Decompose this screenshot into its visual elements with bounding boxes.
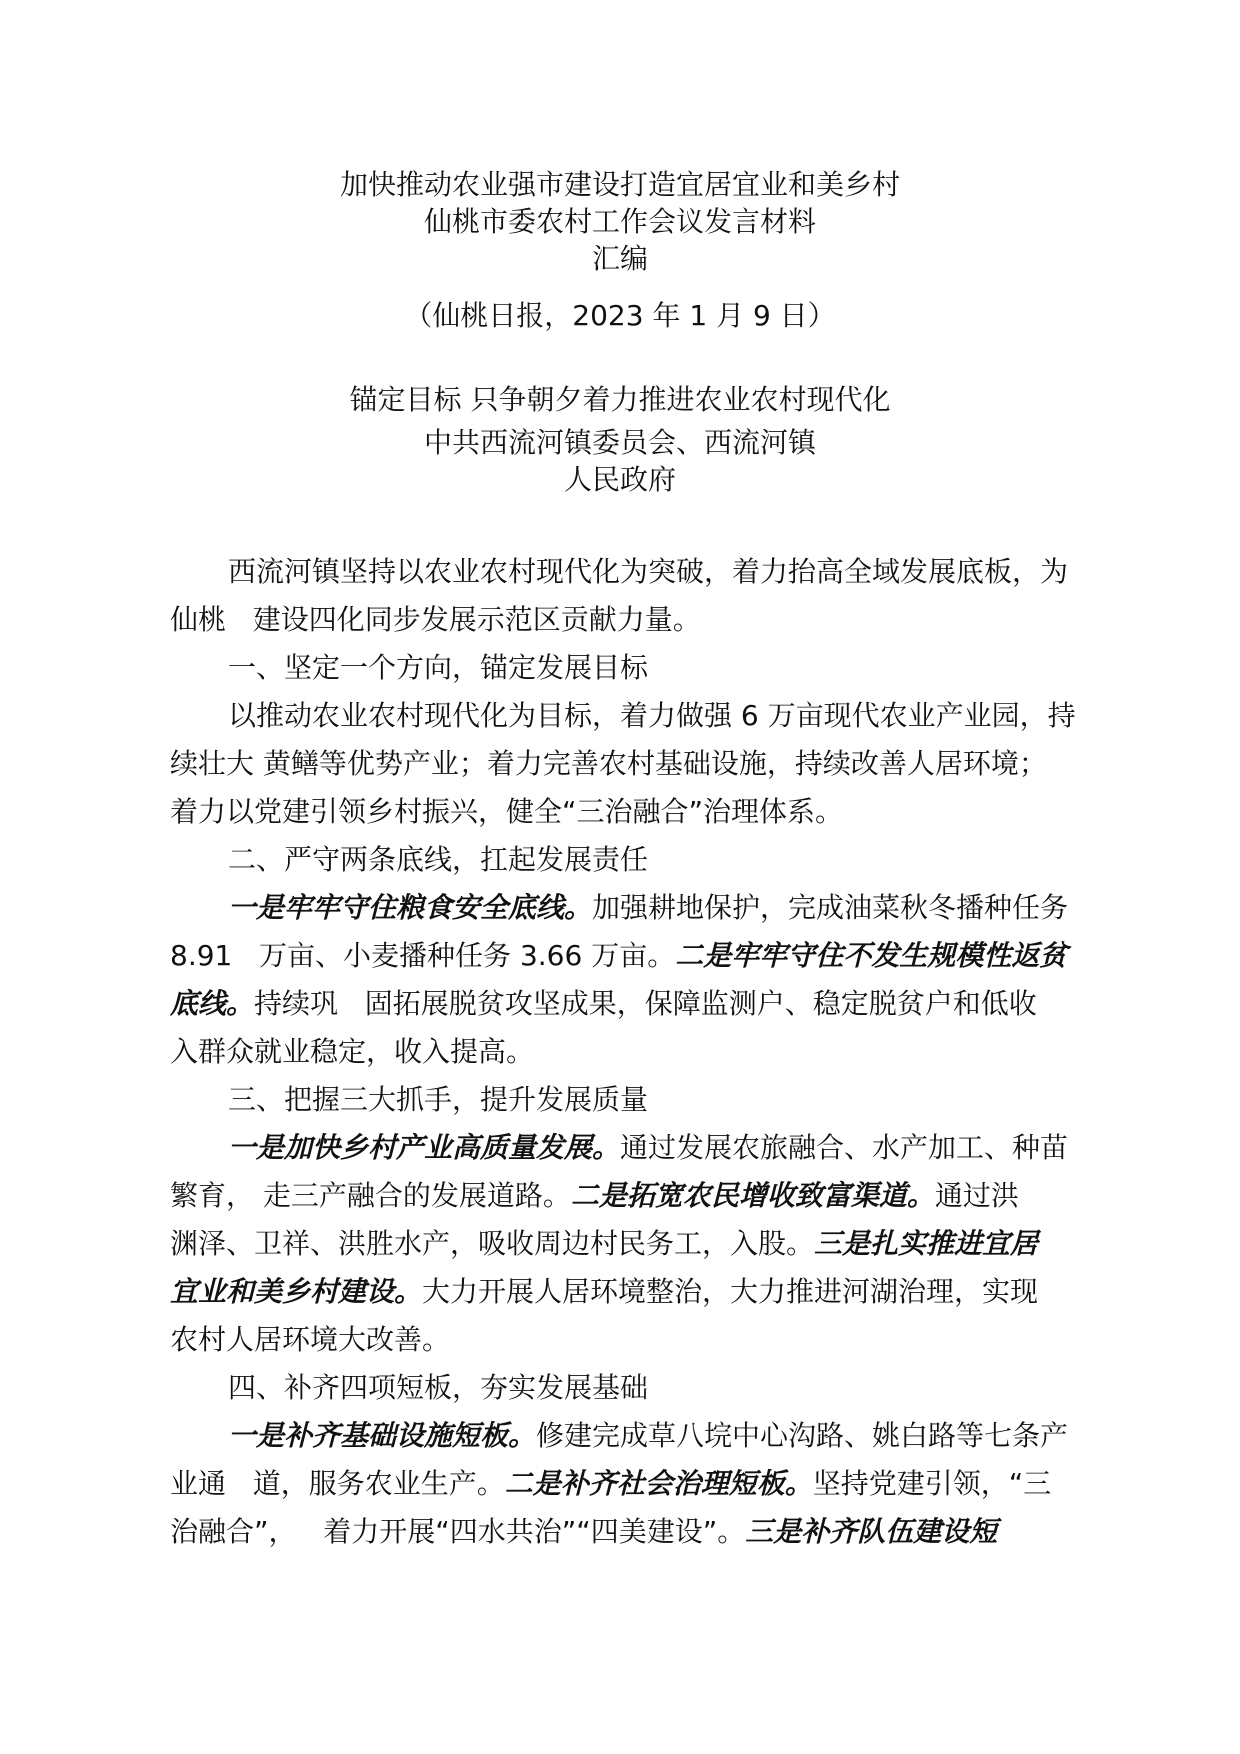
text-run: 8.91 万亩、小麦播种任务 3.66 万亩。 <box>170 939 676 972</box>
body-line <box>170 1460 1090 1508</box>
text-run: 通过发展农旅融合、水产加工、种苗 <box>620 1131 1069 1164</box>
body-line <box>170 980 1090 1028</box>
body-line <box>170 1028 1090 1076</box>
title-line-2: 仙桃市委农村工作会议发言材料 <box>423 205 816 238</box>
body-line <box>170 1508 1090 1556</box>
bold-phrase: 二是补齐社会治理短板。 <box>504 1467 813 1500</box>
bold-phrase: 三是补齐队伍建设短 <box>745 1515 998 1548</box>
source-text: （仙桃日报，2023 年 1 月 9 日） <box>404 299 836 332</box>
text-run: 持续巩 固拓展脱贫攻坚成果，保障监测户、稳定脱贫户和低收 <box>254 987 1037 1020</box>
bold-phrase: 底线。 <box>170 987 255 1020</box>
article-title: 锚定目标 只争朝夕着力推进农业农村现代化 <box>349 383 891 416</box>
body-line <box>170 644 1090 692</box>
text-run: 西流河镇坚持以农业农村现代化为突破，着力抬高全域发展底板，为 <box>228 555 1069 588</box>
body-line <box>170 884 1090 932</box>
body-line <box>170 1412 1090 1460</box>
text-run: 繁育， 走三产融合的发展道路。 <box>170 1179 571 1212</box>
body-line <box>170 548 1090 596</box>
text-run: 仙桃 建设四化同步发展示范区贡献力量。 <box>170 603 701 636</box>
text-run: 农村人居环境大改善。 <box>170 1323 451 1356</box>
text-run: 治融合”， 着力开展“四水共治”“四美建设”。 <box>170 1515 746 1548</box>
text-run: 以推动农业农村现代化为目标，着力做强 6 万亩现代农业产业园，持 <box>228 699 1076 732</box>
body-line <box>170 596 1090 644</box>
body-line <box>170 740 1090 788</box>
author-line-1: 中共西流河镇委员会、西流河镇 <box>423 426 816 459</box>
text-run: 坚持党建引领，“三 <box>812 1467 1052 1500</box>
source-line <box>0 297 1240 334</box>
title-line-1: 加快推动农业强市建设打造宜居宜业和美乡村 <box>339 168 900 201</box>
text-run: 大力开展人居环境整治，大力推进河湖治理，实现 <box>422 1275 1039 1308</box>
bold-phrase: 宜业和美乡村建设。 <box>170 1275 423 1308</box>
article-body <box>170 548 1090 1556</box>
title-line-3: 汇编 <box>591 242 648 275</box>
text-run: 着力以党建引领乡村振兴，健全“三治融合”治理体系。 <box>170 795 844 828</box>
text-run: 四、补齐四项短板，夯实发展基础 <box>228 1371 649 1404</box>
author-line-2: 人民政府 <box>563 463 676 496</box>
text-run: 修建完成草八垸中心沟路、姚白路等七条产 <box>536 1419 1069 1452</box>
bold-phrase: 二是牢牢守住不发生规模性返贫 <box>675 939 1068 972</box>
body-line <box>170 1316 1090 1364</box>
body-line <box>170 1220 1090 1268</box>
bold-phrase: 一是补齐基础设施短板。 <box>228 1419 537 1452</box>
text-run: 入群众就业稳定，收入提高。 <box>170 1035 535 1068</box>
body-line <box>170 692 1090 740</box>
body-line <box>170 1172 1090 1220</box>
text-run: 渊泽、卫祥、洪胜水产，吸收周边村民务工，入股。 <box>170 1227 815 1260</box>
document-title <box>0 166 1240 277</box>
bold-phrase: 一是加快乡村产业高质量发展。 <box>228 1131 621 1164</box>
body-line <box>170 1268 1090 1316</box>
body-line <box>170 836 1090 884</box>
text-run: 通过洪 <box>934 1179 1019 1212</box>
text-run: 业通 道，服务农业生产。 <box>170 1467 505 1500</box>
text-run: 一、坚定一个方向，锚定发展目标 <box>228 651 649 684</box>
body-line <box>170 1076 1090 1124</box>
body-line <box>170 1364 1090 1412</box>
text-run: 二、严守两条底线，扛起发展责任 <box>228 843 649 876</box>
body-line <box>170 788 1090 836</box>
body-line <box>170 932 1090 980</box>
bold-phrase: 二是拓宽农民增收致富渠道。 <box>570 1179 935 1212</box>
text-run: 加强耕地保护，完成油菜秋冬播种任务 <box>592 891 1069 924</box>
body-line <box>170 1124 1090 1172</box>
article-heading <box>0 381 1240 498</box>
text-run: 三、把握三大抓手，提升发展质量 <box>228 1083 649 1116</box>
bold-phrase: 三是扎实推进宜居 <box>814 1227 1039 1260</box>
text-run: 续壮大 黄鳝等优势产业；着力完善农村基础设施，持续改善人居环境； <box>170 747 1047 780</box>
bold-phrase: 一是牢牢守住粮食安全底线。 <box>228 891 593 924</box>
